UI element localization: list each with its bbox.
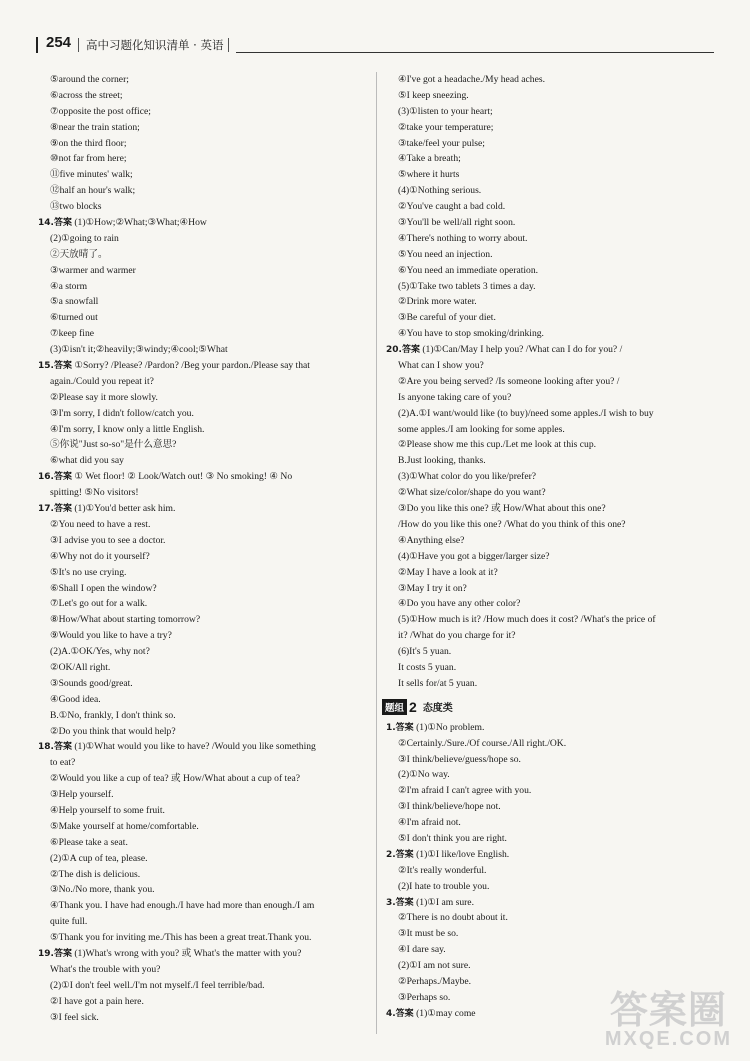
page-header (36, 34, 714, 56)
text-line (38, 581, 366, 597)
answer-text: ④Do you have any other color? (398, 598, 521, 610)
answer-text: ⑤You need an injection. (398, 248, 493, 260)
text-line (38, 279, 366, 295)
answer-text: ②What size/color/shape do you want? (398, 487, 546, 499)
header-bar (36, 37, 38, 53)
answer-text: ⑦keep fine (50, 328, 95, 340)
answer-text: ⑫half an hour's walk; (50, 185, 136, 197)
answer-text: (1)①I am sure. (413, 896, 474, 908)
group-heading (382, 696, 716, 718)
answer-text: (2)①I am not sure. (398, 960, 471, 972)
answer-text: (1)①No problem. (413, 721, 485, 733)
answer-text: ②天放晴了。 (50, 248, 108, 260)
answer-text: ③Do you like this one? 或 How/What about this one? (398, 503, 606, 515)
text-line (38, 390, 366, 406)
answer-text: (1)①Can/May I help you? /What can I do for you? / (419, 344, 623, 356)
answer-text: ⑦opposite the post office; (50, 105, 151, 117)
answer-text: ②It's really wonderful. (398, 864, 487, 876)
answer-text: /How do you like this one? /What do you think of this one? (398, 518, 626, 530)
text-line (386, 136, 716, 152)
answer-text: (1)①I like/love English. (413, 848, 510, 860)
answer-text: ③I feel sick. (50, 1011, 99, 1023)
text-line (38, 517, 366, 533)
text-line (38, 962, 366, 978)
answer-text: ④I've got a headache./My head aches. (398, 74, 545, 85)
answer-text: (5)①Take two tablets 3 times a day. (398, 280, 536, 292)
text-line (38, 199, 366, 215)
answer-text: ③May I try it on? (398, 582, 467, 594)
text-line (386, 374, 716, 390)
answer-text: ③Be careful of your diet. (398, 312, 496, 324)
answer-text: (2)①No way. (398, 769, 450, 781)
answer-text: ④There's nothing to worry about. (398, 232, 528, 244)
answer-text: ②The dish is delicious. (50, 868, 141, 880)
group-name: 态度类 (422, 703, 453, 715)
text-line (38, 724, 366, 740)
answer-text: ⑥turned out (50, 312, 98, 324)
answer-text: ⑤It's no use crying. (50, 566, 127, 578)
text-line (386, 199, 716, 215)
text-line (38, 136, 366, 152)
answer-text: (5)①How much is it? /How much does it cost? /What's the price of (398, 614, 656, 626)
answer-text: ②Please say it more slowly. (50, 391, 158, 403)
text-line (386, 926, 716, 942)
text-line (386, 469, 716, 485)
text-line (386, 847, 716, 863)
text-line (38, 374, 366, 390)
text-line (386, 390, 716, 406)
text-line (38, 882, 366, 898)
answer-text: ⑤你说"Just so-so"是什么意思? (50, 439, 177, 451)
answer-text: ⑤Make yourself at home/comfortable. (50, 820, 199, 832)
text-line (38, 485, 366, 501)
text-line (386, 581, 716, 597)
text-line (38, 628, 366, 644)
answer-text: What can I show you? (398, 360, 484, 372)
answer-number: 17.答案 (38, 504, 72, 515)
text-line (386, 720, 716, 736)
answer-text: It costs 5 yuan. (398, 661, 457, 673)
text-line (386, 815, 716, 831)
answer-text: ⑥Shall I open the window? (50, 582, 157, 594)
text-line (38, 294, 366, 310)
text-line (38, 247, 366, 263)
text-line (38, 88, 366, 104)
text-line (386, 910, 716, 926)
answer-text: ③No./No more, thank you. (50, 884, 155, 896)
text-line (386, 88, 716, 104)
text-line (386, 104, 716, 120)
text-line (38, 72, 366, 88)
answer-text: ⑧near the train station; (50, 121, 140, 133)
text-line (38, 898, 366, 914)
answer-text: ②There is no doubt about it. (398, 912, 508, 924)
answer-text: ④I dare say. (398, 944, 446, 956)
answer-text: ②OK/All right. (50, 661, 111, 673)
page-number: 254 (46, 34, 72, 51)
answer-text: What's the trouble with you? (50, 963, 161, 975)
text-line (386, 783, 716, 799)
answer-text: spitting! ⑤No visitors! (50, 487, 139, 499)
answer-text: ②I have got a pain here. (50, 995, 144, 1007)
answer-text: (3)①isn't it;②heavily;③windy;④cool;⑤What (50, 344, 228, 356)
answer-text: ②You need to have a rest. (50, 518, 151, 530)
answer-text: (4)①Nothing serious. (398, 185, 482, 197)
text-line (38, 453, 366, 469)
answer-text: B.①No, frankly, I don't think so. (50, 709, 176, 721)
answer-text: ③I'm sorry, I didn't follow/catch you. (50, 407, 194, 419)
answer-text: ②take your temperature; (398, 121, 494, 133)
text-line (38, 310, 366, 326)
text-line (38, 358, 366, 374)
answer-text: ②Please show me this cup./Let me look at this cup. (398, 439, 597, 451)
answer-text: ④Anything else? (398, 534, 465, 546)
text-line (386, 294, 716, 310)
text-line (38, 437, 366, 453)
text-line (38, 183, 366, 199)
answer-text: ① Wet floor! ② Look/Watch out! ③ No smoking! ④ No (71, 471, 293, 483)
answer-text: some apples./I am looking for some apples. (398, 423, 565, 435)
text-line (38, 787, 366, 803)
text-line (386, 437, 716, 453)
text-line (38, 946, 366, 962)
text-line (386, 942, 716, 958)
text-line (38, 644, 366, 660)
text-line (386, 167, 716, 183)
answer-text: ③Help yourself. (50, 789, 114, 801)
text-line (386, 660, 716, 676)
text-line (38, 501, 366, 517)
text-line (38, 819, 366, 835)
answer-text: ②May I have a look at it? (398, 566, 498, 578)
text-line (386, 895, 716, 911)
answer-text: ③It must be so. (398, 928, 459, 940)
text-line (38, 263, 366, 279)
answer-text: ⑨Would you like to have a try? (50, 630, 172, 642)
watermark (605, 979, 732, 1051)
answer-text: ⑤I don't think you are right. (398, 832, 507, 844)
answer-text: ②Certainly./Sure./Of course./All right./OK. (398, 737, 567, 749)
answer-text: ⑥Please take a seat. (50, 836, 128, 848)
answer-text: ②Perhaps./Maybe. (398, 975, 472, 987)
text-line (386, 422, 716, 438)
text-line (386, 72, 716, 88)
text-line (386, 596, 716, 612)
text-line (38, 803, 366, 819)
answer-text: ⑥what did you say (50, 455, 124, 467)
answer-text: (2)①A cup of tea, please. (50, 852, 148, 864)
answer-text: Is anyone taking care of you? (398, 391, 512, 403)
text-line (38, 422, 366, 438)
answers-group-1-continued (386, 72, 716, 692)
answer-text: ④Good idea. (50, 693, 101, 705)
answer-text: ⑤I keep sneezing. (398, 89, 469, 101)
text-line (386, 533, 716, 549)
text-line (386, 183, 716, 199)
text-line (38, 692, 366, 708)
text-line (38, 930, 366, 946)
answer-text: (6)It's 5 yuan. (398, 646, 452, 658)
answer-text: (4)①Have you got a bigger/larger size? (398, 550, 550, 562)
answer-number: 14.答案 (38, 218, 72, 229)
answer-text: ④I'm sorry, I know only a little English. (50, 423, 205, 435)
answer-text: ⑩not far from here; (50, 153, 127, 165)
answer-number: 4.答案 (386, 1008, 414, 1019)
text-line (38, 469, 366, 485)
text-line (386, 263, 716, 279)
answer-text: ③I advise you to see a doctor. (50, 534, 166, 546)
answer-text: (3)①listen to your heart; (398, 105, 493, 117)
text-line (38, 739, 366, 755)
text-line (38, 120, 366, 136)
text-line (38, 342, 366, 358)
watermark-url: MXQE.COM (604, 1028, 732, 1050)
answer-text: again./Could you repeat it? (50, 375, 154, 387)
header-divider (228, 38, 229, 52)
text-line (386, 358, 716, 374)
text-line (38, 755, 366, 771)
answer-text: ③Perhaps so. (398, 991, 451, 1003)
answer-text: ②Are you being served? /Is someone looking after you? / (398, 375, 620, 387)
text-line (38, 215, 366, 231)
text-line (386, 752, 716, 768)
answer-text: ⑤Thank you for inviting me./This has been a great treat.Thank you. (50, 932, 312, 944)
answer-text: ③warmer and warmer (50, 264, 136, 276)
text-line (386, 310, 716, 326)
text-line (386, 628, 716, 644)
answer-text: ③Sounds good/great. (50, 677, 133, 689)
text-line (386, 799, 716, 815)
text-line (38, 994, 366, 1010)
answer-text: (1)①You'd better ask him. (71, 503, 176, 515)
answer-text: to eat? (50, 757, 76, 769)
text-line (38, 596, 366, 612)
answer-number: 20.答案 (386, 345, 420, 356)
text-line (386, 549, 716, 565)
text-line (38, 867, 366, 883)
text-line (38, 231, 366, 247)
answer-text: (1)①may come (413, 1007, 476, 1019)
text-line (38, 167, 366, 183)
text-line (386, 644, 716, 660)
text-line (386, 279, 716, 295)
answer-number: 2.答案 (386, 849, 414, 860)
answer-text: It sells for/at 5 yuan. (398, 677, 478, 689)
text-line (38, 771, 366, 787)
text-line (38, 708, 366, 724)
text-line (386, 326, 716, 342)
text-line (386, 767, 716, 783)
answer-text: ①Sorry? /Please? /Pardon? /Beg your pardon./Please say that (71, 360, 310, 372)
text-line (386, 863, 716, 879)
answer-text: (2)①I don't feel well./I'm not myself./I feel terrible/bad. (50, 979, 265, 991)
header-divider (78, 38, 79, 52)
answer-text: (1)What's wrong with you? 或 What's the matter with you? (71, 947, 302, 959)
text-line (386, 485, 716, 501)
answer-text: (2)A.①OK/Yes, why not? (50, 646, 150, 658)
answer-number: 3.答案 (386, 897, 414, 908)
text-line (386, 247, 716, 263)
answer-text: (1)①How;②What;③What;④How (71, 217, 207, 229)
text-line (38, 533, 366, 549)
answer-text: ⑥across the street; (50, 89, 123, 101)
left-column (38, 72, 366, 1025)
text-line (38, 549, 366, 565)
answer-text: ③I think/believe/hope not. (398, 801, 501, 813)
text-line (38, 660, 366, 676)
answer-text: ⑬two blocks (50, 201, 102, 213)
answer-text: (2)A.①I want/would like (to buy)/need some apples./I wish to buy (398, 407, 654, 419)
answer-text: ⑥You need an immediate operation. (398, 264, 539, 276)
answer-number: 16.答案 (38, 472, 72, 483)
text-line (386, 453, 716, 469)
answer-text: ⑦Let's go out for a walk. (50, 598, 148, 610)
text-line (386, 215, 716, 231)
answer-text: ④You have to stop smoking/drinking. (398, 328, 544, 340)
text-line (38, 612, 366, 628)
answer-number: 18.答案 (38, 742, 72, 753)
answer-text: ④Take a breath; (398, 153, 461, 165)
text-line (386, 231, 716, 247)
answers-group-2 (386, 720, 716, 1022)
answer-text: ③I think/believe/guess/hope so. (398, 753, 521, 765)
answer-text: B.Just looking, thanks. (398, 455, 486, 467)
text-line (38, 835, 366, 851)
text-line (386, 501, 716, 517)
text-line (386, 517, 716, 533)
answer-text: ⑤around the corner; (50, 74, 129, 85)
answer-text: ④a storm (50, 280, 88, 292)
answer-number: 15.答案 (38, 361, 72, 372)
text-line (38, 406, 366, 422)
text-line (38, 326, 366, 342)
text-line (386, 406, 716, 422)
text-line (386, 736, 716, 752)
text-line (386, 565, 716, 581)
text-line (386, 958, 716, 974)
answer-text: (1)①What would you like to have? /Would you like something (71, 741, 316, 753)
text-line (38, 151, 366, 167)
text-line (386, 342, 716, 358)
text-line (38, 565, 366, 581)
text-line (38, 676, 366, 692)
text-line (38, 978, 366, 994)
text-line (38, 914, 366, 930)
column-divider (376, 72, 377, 1034)
right-column (386, 72, 716, 1022)
answer-text: ②I'm afraid I can't agree with you. (398, 785, 532, 797)
text-line (386, 879, 716, 895)
answer-text: ④I'm afraid not. (398, 817, 461, 829)
text-line (386, 831, 716, 847)
answer-text: ②Do you think that would help? (50, 725, 176, 737)
answer-text: ⑤a snowfall (50, 296, 99, 308)
book-title: 高中习题化知识清单 · 英语 (86, 38, 224, 52)
answer-text: ③You'll be well/all right soon. (398, 217, 516, 229)
answer-text: ⑤where it hurts (398, 169, 460, 181)
text-line (38, 104, 366, 120)
answer-text: ⑨on the third floor; (50, 137, 127, 149)
text-line (38, 1010, 366, 1026)
answer-text: it? /What do you charge for it? (398, 630, 516, 642)
answer-text: ⑧How/What about starting tomorrow? (50, 614, 201, 626)
answer-text: ④Help yourself to some fruit. (50, 804, 165, 816)
group-number: 2 (409, 698, 417, 715)
text-line (386, 676, 716, 692)
group-label: 题组 (382, 699, 407, 715)
answer-text: quite full. (50, 916, 88, 928)
answer-text: ②Drink more water. (398, 296, 477, 308)
watermark-logo-text: 答案圈 (609, 990, 727, 1032)
answer-number: 19.答案 (38, 948, 72, 959)
answer-text: ②You've caught a bad cold. (398, 201, 506, 213)
text-line (386, 151, 716, 167)
answer-text: ②Would you like a cup of tea? 或 How/What about a cup of tea? (50, 773, 300, 785)
header-rule (236, 52, 714, 53)
answer-text: ⑪five minutes' walk; (50, 169, 133, 181)
text-line (386, 120, 716, 136)
answer-text: ④Thank you. I have had enough./I have had more than enough./I am (50, 900, 315, 912)
answer-text: (3)①What color do you like/prefer? (398, 471, 537, 483)
answer-number: 1.答案 (386, 722, 414, 733)
text-line (386, 612, 716, 628)
text-line (38, 851, 366, 867)
answer-text: (2)①going to rain (50, 232, 119, 244)
answer-text: ④Why not do it yourself? (50, 550, 150, 562)
answer-text: (2)I hate to trouble you. (398, 880, 490, 892)
answer-text: ③take/feel your pulse; (398, 137, 485, 149)
